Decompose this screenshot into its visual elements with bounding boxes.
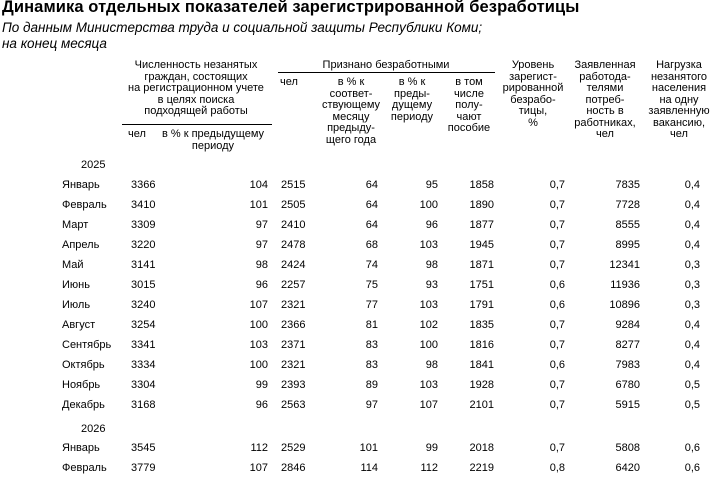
table-cell-c9: 0,5 [684, 399, 700, 411]
table-cell-c6: 1791 [469, 299, 494, 311]
table-cell-c4: 83 [365, 339, 378, 351]
header-registered-abs: чел [128, 128, 146, 140]
header-unemployed-pct-prev: в % к преды- дущему периоду [390, 76, 434, 123]
table-cell-c6: 1890 [469, 199, 494, 211]
row-month-label: Январь [62, 442, 100, 454]
header-unemployed-benefit: в том числе полу- чают пособие [447, 76, 491, 134]
row-month-label: Декабрь [62, 399, 105, 411]
table-cell-c6: 1858 [469, 179, 494, 191]
table-cell-c5: 103 [419, 379, 438, 391]
subtitle-line-2: на конец месяца [2, 36, 107, 51]
table-cell-c7: 0,7 [549, 239, 565, 251]
table-cell-c9: 0,4 [684, 359, 700, 371]
table-cell-c9: 0,6 [684, 462, 700, 474]
table-cell-c7: 0,7 [549, 379, 565, 391]
table-cell-c5: 103 [419, 239, 438, 251]
table-cell-c3: 2478 [281, 239, 306, 251]
table-cell-c3: 2393 [281, 379, 306, 391]
table-cell-c5: 98 [425, 259, 438, 271]
table-cell-c2: 97 [255, 219, 268, 231]
header-group-unemployed: Признано безработными [322, 59, 450, 71]
year-label-2025: 2025 [81, 159, 106, 171]
table-cell-c8: 8555 [615, 219, 640, 231]
header-rule-registered [122, 124, 272, 125]
table-cell-c1: 3254 [131, 319, 156, 331]
table-cell-c8: 12341 [609, 259, 640, 271]
table-cell-c2: 98 [255, 259, 268, 271]
table-cell-c8: 7835 [615, 179, 640, 191]
table-cell-c4: 64 [365, 219, 378, 231]
header-vacancy-load: Нагрузка незанятого населения на одну заявленную вакансию, чел [648, 59, 710, 140]
table-cell-c7: 0,6 [549, 359, 565, 371]
table-cell-c8: 6420 [615, 462, 640, 474]
table-cell-c8: 5808 [615, 442, 640, 454]
table-cell-c4: 97 [365, 399, 378, 411]
table-cell-c9: 0,3 [684, 259, 700, 271]
row-month-label: Май [62, 259, 84, 271]
table-cell-c9: 0,6 [684, 442, 700, 454]
table-cell-c9: 0,4 [684, 319, 700, 331]
table-cell-c4: 68 [365, 239, 378, 251]
table-cell-c2: 100 [249, 319, 268, 331]
row-month-label: Февраль [62, 199, 107, 211]
table-cell-c1: 3334 [131, 359, 156, 371]
table-cell-c5: 99 [425, 442, 438, 454]
table-cell-c5: 98 [425, 359, 438, 371]
table-cell-c5: 96 [425, 219, 438, 231]
table-cell-c7: 0,7 [549, 219, 565, 231]
table-cell-c4: 75 [365, 279, 378, 291]
table-cell-c3: 2424 [281, 259, 306, 271]
table-cell-c7: 0,7 [549, 399, 565, 411]
table-cell-c2: 100 [249, 359, 268, 371]
table-cell-c2: 96 [255, 399, 268, 411]
table-cell-c8: 6780 [615, 379, 640, 391]
table-cell-c5: 93 [425, 279, 438, 291]
table-cell-c8: 7983 [615, 359, 640, 371]
table-cell-c5: 100 [419, 199, 438, 211]
table-cell-c4: 114 [360, 462, 378, 474]
table-cell-c3: 2505 [281, 199, 306, 211]
table-cell-c3: 2366 [281, 319, 306, 331]
table-cell-c1: 3240 [131, 299, 156, 311]
table-cell-c1: 3410 [131, 199, 156, 211]
table-cell-c2: 107 [249, 299, 268, 311]
table-cell-c9: 0,5 [684, 379, 700, 391]
table-cell-c8: 10896 [609, 299, 640, 311]
table-cell-c4: 64 [365, 199, 378, 211]
row-month-label: Июнь [62, 279, 90, 291]
table-cell-c1: 3168 [131, 399, 156, 411]
header-group-registered: Численность незанятых граждан, состоящих на регистрационном учете в целях поиска подходящей работы [128, 59, 264, 117]
table-cell-c6: 2018 [469, 442, 494, 454]
table-cell-c1: 3304 [131, 379, 156, 391]
row-month-label: Ноябрь [62, 379, 101, 391]
table-cell-c7: 0,7 [549, 339, 565, 351]
header-registered-pct: в % к предыдущему периоду [161, 128, 265, 152]
row-month-label: Март [62, 219, 89, 231]
page-title: Динамика отдельных показателей зарегистрированной безработицы [2, 0, 580, 16]
table-cell-c7: 0,7 [549, 179, 565, 191]
table-cell-c9: 0,4 [684, 339, 700, 351]
table-cell-c8: 8995 [615, 239, 640, 251]
table-cell-c3: 2563 [281, 399, 306, 411]
table-cell-c2: 107 [249, 462, 268, 474]
table-cell-c4: 81 [365, 319, 378, 331]
row-month-label: Февраль [62, 462, 107, 474]
table-cell-c9: 0,4 [684, 179, 700, 191]
table-cell-c7: 0,7 [549, 199, 565, 211]
table-cell-c6: 1751 [469, 279, 494, 291]
table-cell-c2: 104 [249, 179, 268, 191]
table-cell-c6: 1835 [469, 319, 494, 331]
table-cell-c5: 102 [419, 319, 438, 331]
table-cell-c4: 64 [365, 179, 378, 191]
table-cell-c5: 95 [425, 179, 438, 191]
year-label-2026: 2026 [81, 423, 106, 435]
table-cell-c4: 77 [365, 299, 378, 311]
table-cell-c1: 3141 [131, 259, 156, 271]
table-cell-c4: 83 [365, 359, 378, 371]
row-month-label: Апрель [62, 239, 100, 251]
table-cell-c2: 97 [255, 239, 268, 251]
table-cell-c7: 0,8 [549, 462, 565, 474]
table-cell-c1: 3015 [131, 279, 156, 291]
table-cell-c1: 3309 [131, 219, 156, 231]
table-cell-c1: 3366 [131, 179, 156, 191]
table-cell-c2: 112 [250, 442, 268, 454]
table-cell-c2: 103 [249, 339, 268, 351]
table-cell-c6: 1816 [469, 339, 494, 351]
table-cell-c3: 2257 [281, 279, 306, 291]
header-unemployed-abs: чел [280, 76, 298, 88]
table-cell-c2: 99 [255, 379, 268, 391]
table-cell-c4: 74 [365, 259, 378, 271]
row-month-label: Сентябрь [62, 339, 112, 351]
table-cell-c1: 3545 [131, 442, 156, 454]
table-cell-c7: 0,7 [549, 442, 565, 454]
table-cell-c1: 3779 [131, 462, 156, 474]
table-cell-c7: 0,6 [549, 279, 565, 291]
table-cell-c7: 0,6 [549, 299, 565, 311]
header-labor-demand: Заявленная работода- телями потреб- ность в работниках, чел [574, 59, 636, 140]
row-month-label: Август [62, 319, 96, 331]
table-cell-c4: 89 [365, 379, 378, 391]
table-cell-c2: 101 [249, 199, 268, 211]
table-cell-c6: 1877 [469, 219, 494, 231]
table-cell-c3: 2410 [281, 219, 306, 231]
table-cell-c9: 0,4 [684, 239, 700, 251]
table-cell-c8: 9284 [615, 319, 640, 331]
header-unemployment-level: Уровень зарегист- рированной безрабо- тицы, % [502, 59, 564, 129]
table-cell-c6: 1841 [469, 359, 494, 371]
table-cell-c3: 2846 [281, 462, 306, 474]
header-rule-unemployed [278, 72, 495, 73]
table-cell-c9: 0,4 [684, 199, 700, 211]
table-cell-c9: 0,3 [684, 299, 700, 311]
table-cell-c6: 1871 [469, 259, 494, 271]
table-cell-c9: 0,3 [684, 279, 700, 291]
table-cell-c6: 1928 [469, 379, 494, 391]
table-cell-c4: 101 [359, 442, 378, 454]
table-cell-c6: 2101 [469, 399, 494, 411]
table-cell-c8: 11936 [610, 279, 640, 291]
table-cell-c3: 2515 [281, 179, 306, 191]
row-month-label: Октябрь [62, 359, 105, 371]
table-cell-c3: 2529 [281, 442, 306, 454]
table-cell-c1: 3341 [131, 339, 156, 351]
table-cell-c3: 2321 [281, 359, 306, 371]
table-cell-c1: 3220 [131, 239, 156, 251]
table-cell-c8: 8277 [615, 339, 640, 351]
header-unemployed-pct-year: в % к соответ- ствующему месяцу предыду- щего года [321, 76, 381, 146]
table-cell-c2: 96 [255, 279, 268, 291]
table-cell-c5: 107 [419, 399, 438, 411]
subtitle-line-1: По данным Министерства труда и социальной защиты Республики Коми; [2, 20, 483, 35]
table-cell-c7: 0,7 [549, 259, 565, 271]
table-cell-c8: 5915 [615, 399, 640, 411]
table-cell-c6: 2219 [469, 462, 494, 474]
table-cell-c5: 112 [420, 462, 438, 474]
table-cell-c6: 1945 [469, 239, 494, 251]
table-cell-c3: 2371 [281, 339, 306, 351]
row-month-label: Январь [62, 179, 100, 191]
table-cell-c7: 0,7 [549, 319, 565, 331]
table-cell-c5: 100 [419, 339, 438, 351]
table-cell-c3: 2321 [281, 299, 306, 311]
row-month-label: Июль [62, 299, 91, 311]
table-cell-c8: 7728 [615, 199, 640, 211]
table-cell-c9: 0,4 [684, 219, 700, 231]
table-cell-c5: 103 [419, 299, 438, 311]
